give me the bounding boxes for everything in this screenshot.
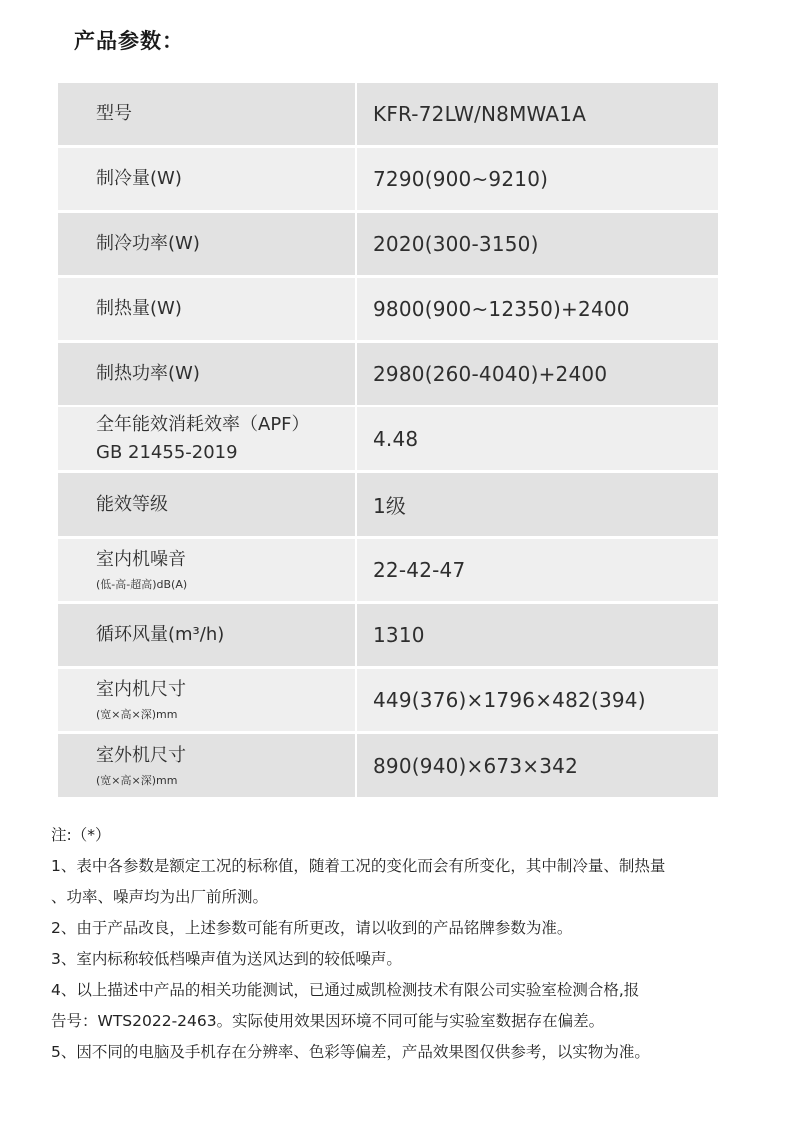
spec-label: 室内机尺寸	[96, 679, 186, 700]
note-line: 、功率、噪声均为出厂前所测。	[51, 888, 269, 906]
spec-table	[58, 83, 718, 797]
spec-label: 室外机尺寸	[96, 744, 186, 766]
note-line: 4、以上描述中产品的相关功能测试，已通过威凯检测技术有限公司实验室检测合格,报	[51, 981, 640, 999]
spec-row-heating-power	[58, 343, 718, 405]
spec-label: 制热功率(W)	[96, 363, 200, 384]
spec-value: 2020(300-3150)	[373, 232, 539, 256]
spec-row-indoor-noise	[58, 539, 718, 601]
spec-value: 1级	[373, 494, 407, 518]
spec-label: 全年能效消耗效率（APF）	[96, 413, 310, 435]
spec-row-heating-capacity	[58, 278, 718, 340]
spec-value: 449(376)×1796×482(394)	[373, 688, 646, 712]
note-line: 3、室内标称较低档噪声值为送风达到的较低噪声。	[51, 950, 402, 968]
note-line: 5、因不同的电脑及手机存在分辨率、色彩等偏差，产品效果图仅供参考，以实物为准。	[51, 1043, 650, 1061]
spec-row-model	[58, 83, 718, 145]
spec-value: 2980(260-4040)+2400	[373, 362, 608, 386]
spec-label-standard: GB 21455-2019	[96, 441, 238, 463]
spec-value: 890(940)×673×342	[373, 753, 579, 778]
spec-value: 9800(900~12350)+2400	[373, 297, 630, 321]
note-line: 2、由于产品改良，上述参数可能有所更改，请以收到的产品铭牌参数为准。	[51, 919, 573, 937]
spec-value: 1310	[373, 623, 425, 647]
spec-row-cooling-power	[58, 213, 718, 275]
spec-sublabel: (宽×高×深)mm	[96, 773, 178, 787]
spec-label: 能效等级	[96, 493, 168, 515]
spec-value: 7290(900~9210)	[373, 167, 549, 191]
note-line: 告号：WTS2022-2463。实际使用效果因环境不同可能与实验室数据存在偏差。	[51, 1012, 605, 1030]
notes-heading: 注:（*）	[51, 826, 111, 844]
spec-value: KFR-72LW/N8MWA1A	[373, 102, 587, 126]
notes-section	[51, 820, 751, 1068]
spec-row-indoor-size	[58, 669, 718, 731]
page-title: 产品参数：	[74, 29, 184, 53]
note-line: 1、表中各参数是额定工况的标称值，随着工况的变化而会有所变化，其中制冷量、制热量	[51, 857, 666, 875]
spec-row-airflow	[58, 604, 718, 666]
spec-row-outdoor-size	[58, 734, 718, 797]
spec-sublabel: (低-高-超高)dB(A)	[96, 578, 188, 591]
spec-value: 22-42-47	[373, 558, 466, 582]
spec-label: 型号	[96, 103, 132, 124]
spec-sublabel: (宽×高×深)mm	[96, 708, 178, 721]
spec-row-cooling-capacity	[58, 148, 718, 210]
spec-label: 制冷功率(W)	[96, 233, 200, 254]
spec-row-energy-grade	[58, 473, 718, 536]
spec-row-apf	[58, 407, 718, 470]
spec-value: 4.48	[373, 426, 419, 451]
spec-label: 制热量(W)	[96, 298, 182, 319]
spec-label: 制冷量(W)	[96, 168, 182, 189]
spec-label: 室内机噪音	[96, 549, 186, 570]
spec-label: 循环风量(m³/h)	[96, 624, 225, 645]
